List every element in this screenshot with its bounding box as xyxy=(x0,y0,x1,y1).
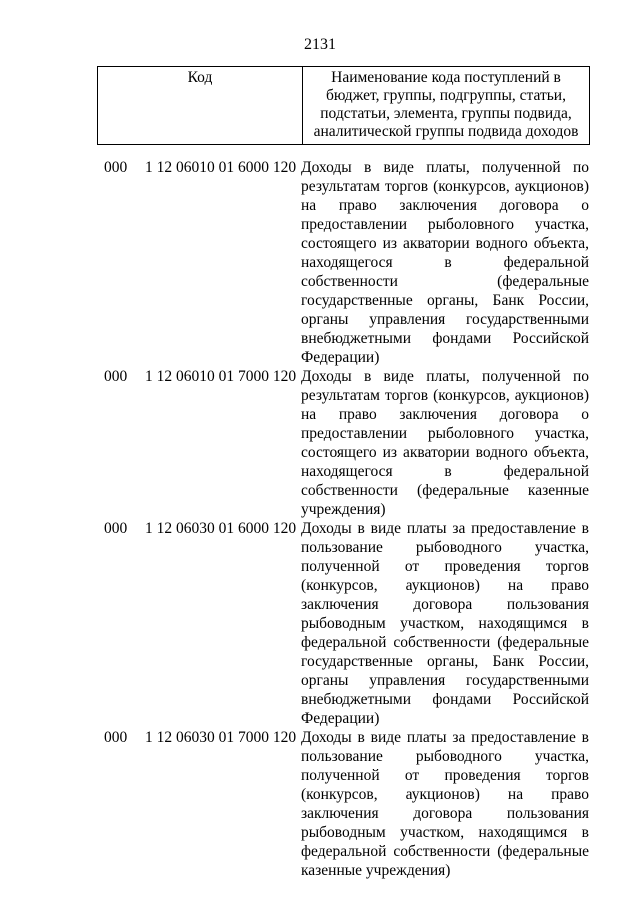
code-column-header: Код xyxy=(98,67,303,145)
revenue-code-row xyxy=(0,158,640,367)
revenue-code-row xyxy=(0,728,640,880)
admin-code: 000 xyxy=(104,159,128,176)
revenue-description: Доходы в виде платы за предоставление в пользование рыбоводного участка, полученной от проведения торгов (конкурсов, аукционов) на право заключения договора пользования рыбоводным участком, находящимся в федеральной собственности (федеральные государственные органы, Банк России, органы управления государственными внебюджетными фондами Российской Федерации) xyxy=(301,520,589,727)
revenue-code-row xyxy=(0,367,640,519)
revenue-code-row xyxy=(0,519,640,728)
revenue-code-list xyxy=(0,158,640,880)
column-header-row xyxy=(98,67,590,145)
name-column-header: Наименование кода поступлений в бюджет, группы, подгруппы, статьи, подстатьи, элемента, группы подвида, аналитической группы подвида доходов xyxy=(303,67,590,145)
revenue-code: 1 12 06030 01 6000 120 xyxy=(145,520,297,537)
admin-code: 000 xyxy=(104,520,128,537)
revenue-code: 1 12 06030 01 7000 120 xyxy=(145,729,297,746)
page-number: 2131 xyxy=(304,36,336,53)
column-header-table xyxy=(97,66,590,145)
revenue-description: Доходы в виде платы, полученной по результатам торгов (конкурсов, аукционов) на право заключения договора о предоставлении рыболовного участка, состоящего из акватории водного объекта, находящегося в федеральной собственности (федеральные казенные учреждения) xyxy=(301,368,589,518)
revenue-description: Доходы в виде платы за предоставление в пользование рыбоводного участка, полученной от проведения торгов (конкурсов, аукционов) на право заключения договора пользования рыбоводным участком, находящимся в федеральной собственности (федеральные казенные учреждения) xyxy=(301,729,589,879)
revenue-code: 1 12 06010 01 6000 120 xyxy=(145,159,297,176)
admin-code: 000 xyxy=(104,729,128,746)
revenue-code: 1 12 06010 01 7000 120 xyxy=(145,368,297,385)
admin-code: 000 xyxy=(104,368,128,385)
revenue-description: Доходы в виде платы, полученной по результатам торгов (конкурсов, аукционов) на право заключения договора о предоставлении рыболовного участка, состоящего из акватории водного объекта, находящегося в федеральной собственности (федеральные государственные органы, Банк России, органы управления государственными внебюджетными фондами Российской Федерации) xyxy=(301,159,589,366)
